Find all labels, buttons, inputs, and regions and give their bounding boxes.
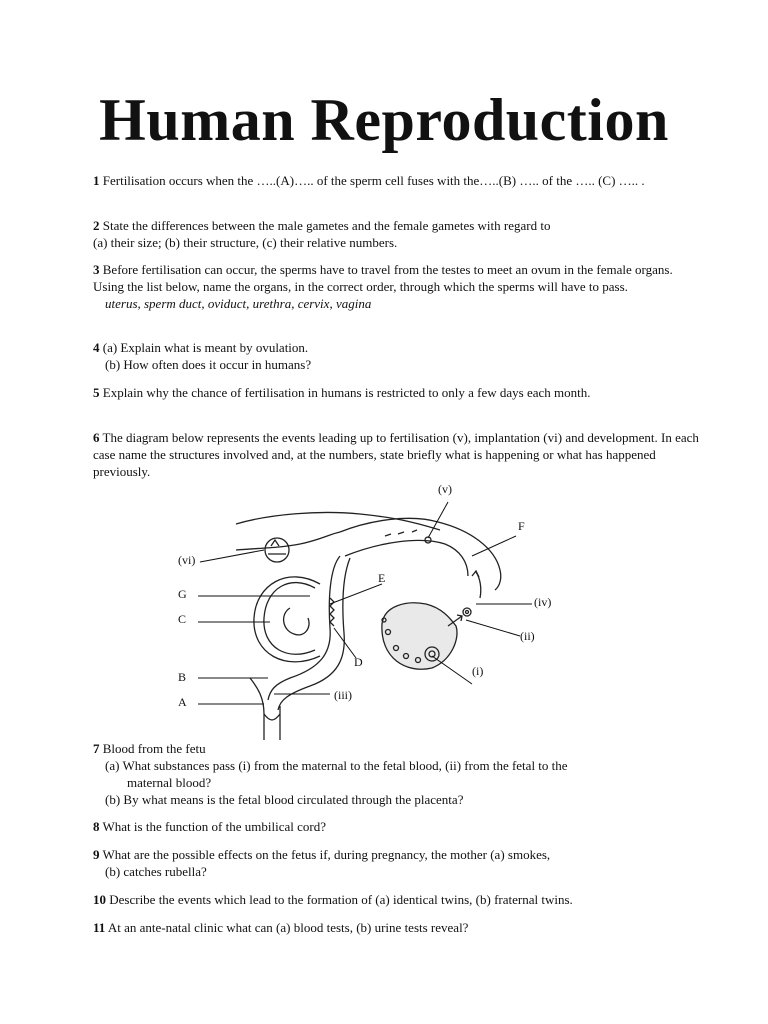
question-text: Before fertilisation can occur, the sperms have to travel from the testes to meet an ovum in the female organs. Using the list below, name the organs, in the correct order, through which the sperms will have to pass. <box>93 262 673 294</box>
movement-arrowhead <box>472 571 479 577</box>
question-text: Explain why the chance of fertilisation in humans is restricted to only a few days each month. <box>102 385 591 400</box>
label-F: F <box>518 519 525 533</box>
amnion <box>264 583 315 655</box>
question-number: 11 <box>93 920 106 935</box>
released-ovum <box>463 608 471 616</box>
vagina-left <box>250 678 264 740</box>
label-C: C <box>178 612 187 626</box>
question-text: Blood from the fetu <box>102 741 206 756</box>
label-ii: (ii) <box>520 629 535 643</box>
question-1 <box>93 172 703 189</box>
question-5 <box>93 384 703 401</box>
cervix <box>264 714 280 720</box>
released-ovum-nucleus <box>466 611 469 614</box>
question-number: 3 <box>93 262 100 277</box>
question-text: At an ante-natal clinic what can (a) blood tests, (b) urine tests reveal? <box>107 920 469 935</box>
leader-vi <box>200 550 264 562</box>
leader-i <box>432 656 472 684</box>
label-A: A <box>178 695 187 709</box>
label-v: (v) <box>438 482 452 496</box>
question-number: 7 <box>93 741 100 756</box>
label-i: (i) <box>472 664 484 678</box>
question-number: 4 <box>93 340 100 355</box>
question-text-line2: (a) their size; (b) their structure, (c) their relative numbers. <box>93 235 398 250</box>
question-4 <box>93 339 703 373</box>
question-part-b: (b) By what means is the fetal blood circulated through the placenta? <box>105 792 464 807</box>
question-number: 9 <box>93 847 100 862</box>
page-title: Human Reproduction <box>99 87 669 153</box>
diagram-drawing <box>236 512 501 740</box>
question-7 <box>93 740 703 808</box>
question-11 <box>93 919 703 936</box>
label-D: D <box>354 655 363 669</box>
label-iv: (iv) <box>534 595 552 609</box>
question-3 <box>93 261 703 312</box>
question-8 <box>93 818 703 835</box>
question-2 <box>93 217 703 251</box>
question-text: What is the function of the umbilical cord? <box>102 819 326 834</box>
question-part-a: (a) What substances pass (i) from the maternal to the fetal blood, (ii) from the fetal to the <box>105 758 568 773</box>
organ-list: uterus, sperm duct, oviduct, urethra, cervix, vagina <box>105 296 372 311</box>
oviduct-inner <box>345 540 468 576</box>
question-text: Describe the events which lead to the formation of (a) identical twins, (b) fraternal twins. <box>109 892 573 907</box>
label-E: E <box>378 571 386 585</box>
embryo <box>284 608 309 635</box>
question-6 <box>93 429 703 480</box>
leader-ii <box>466 620 520 636</box>
question-part-b: (b) How often does it occur in humans? <box>105 357 312 372</box>
question-number: 10 <box>93 892 106 907</box>
question-number: 1 <box>93 173 100 188</box>
question-text: The diagram below represents the events leading up to fertilisation (v), implantation (vi) and development. In each case name the structures involved and, at the numbers, state briefly what is happening or what has happened previously. <box>93 430 699 479</box>
leader-D <box>334 628 356 658</box>
question-text: Fertilisation occurs when the …..(A)….. of the sperm cell fuses with the…..(B) ….. of the ….. (C) ….. . <box>102 173 645 188</box>
blastocyst <box>265 538 289 562</box>
question-number: 5 <box>93 385 100 400</box>
question-part-a-continued: maternal blood? <box>127 775 212 790</box>
label-vi: (vi) <box>178 553 196 567</box>
label-B: B <box>178 670 187 684</box>
label-G: G <box>178 587 187 601</box>
question-text: State the differences between the male gametes and the female gametes with regard to <box>102 218 551 233</box>
question-part-a: (a) Explain what is meant by ovulation. <box>102 340 309 355</box>
reproduction-diagram <box>170 478 570 750</box>
question-9 <box>93 846 703 880</box>
question-10 <box>93 891 703 908</box>
ovary <box>382 603 457 669</box>
leader-F <box>472 536 516 556</box>
leader-E <box>330 584 382 604</box>
question-number: 2 <box>93 218 100 233</box>
question-part-b: (b) catches rubella? <box>105 864 207 879</box>
question-number: 8 <box>93 819 100 834</box>
sperm-marks <box>385 530 417 536</box>
uterine-wall-inner <box>236 532 340 550</box>
question-text: What are the possible effects on the fetus if, during pregnancy, the mother (a) smokes, <box>102 847 551 862</box>
label-iii: (iii) <box>334 688 352 702</box>
uterine-wall-top <box>236 512 440 530</box>
question-number: 6 <box>93 430 100 445</box>
